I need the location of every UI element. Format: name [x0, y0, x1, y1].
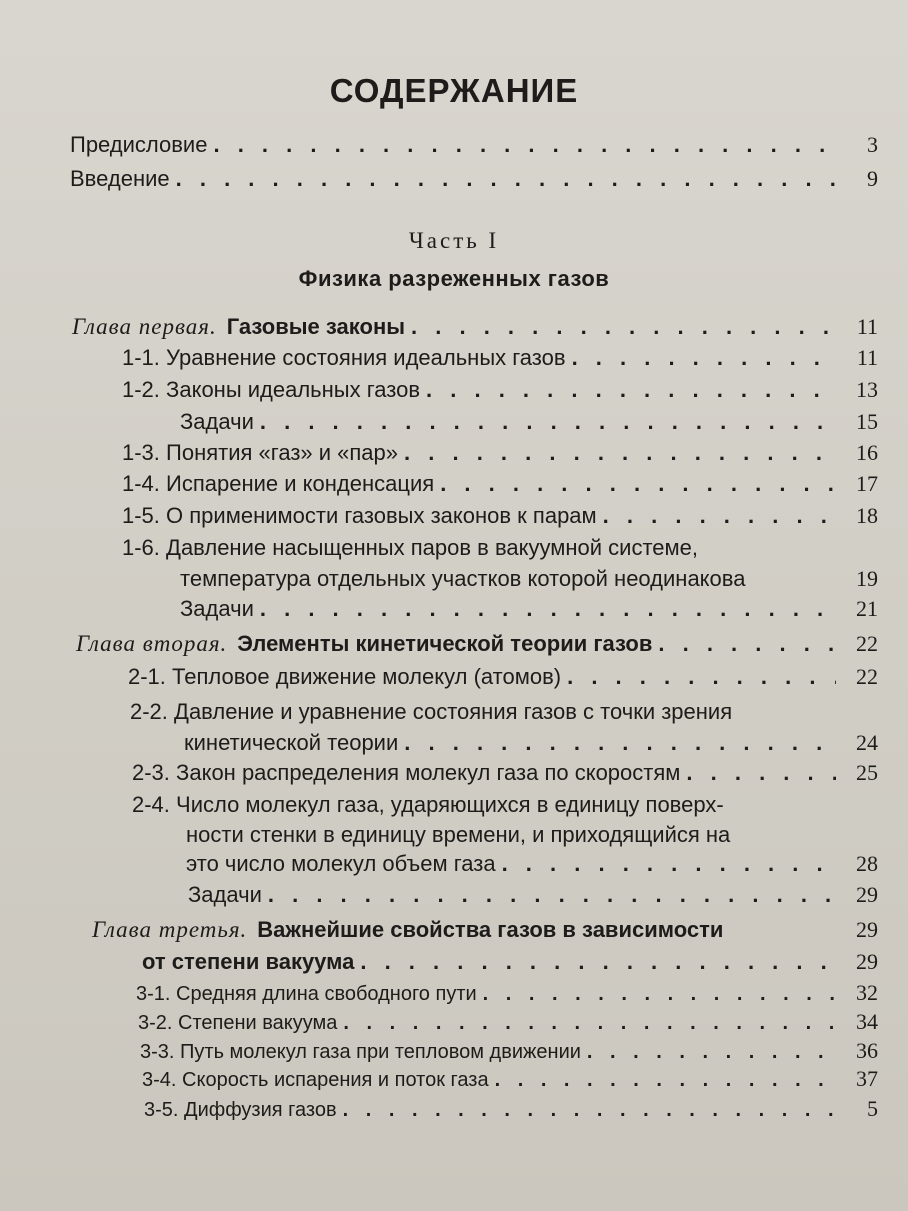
- toc-entry: 3-3. Путь молекул газа при тепловом движении . . . 36: [140, 1038, 878, 1064]
- toc-entry: 1-6. Давление насыщенных паров в вакуумной системе,: [122, 535, 698, 560]
- toc-entry-preface: Предисловие . . . 3: [70, 132, 878, 158]
- chapter-heading: Глава первая. Газовые законы . . . 11: [72, 314, 878, 340]
- toc-entry-introduction: Введение . . . 9: [70, 166, 878, 192]
- toc-entry-tasks: Задачи . . . 15: [180, 409, 878, 435]
- page-title: СОДЕРЖАНИЕ: [329, 72, 579, 109]
- toc-entry: 3-5. Диффузия газов . . . 5: [144, 1096, 878, 1122]
- toc-entry: 3-4. Скорость испарения и поток газа . . . 37: [142, 1066, 878, 1092]
- toc-entry: 1-1. Уравнение состояния идеальных газов . . . 11: [122, 345, 878, 371]
- toc-entry-continuation: ности стенки в единицу времени, и приходящийся на: [186, 822, 731, 847]
- toc-entry-continuation: кинетической теории . . . 24: [184, 730, 878, 756]
- toc-entry: 3-2. Степени вакуума . . . 34: [138, 1009, 878, 1035]
- chapter-heading: Глава вторая. Элементы кинетической теории газов . . . 22: [76, 631, 878, 657]
- toc-entry-continuation: температура отдельных участков которой неодинакова 19: [180, 566, 878, 591]
- toc-entry-tasks: Задачи . . . 29: [188, 882, 878, 908]
- toc-entry: 1-5. О применимости газовых законов к парам . . . 18: [122, 503, 878, 529]
- part-title: Физика разреженных газов: [298, 266, 610, 291]
- toc-entry: 1-3. Понятия «газ» и «пар» . . . 16: [122, 440, 878, 466]
- toc-entry: 1-2. Законы идеальных газов . . . 13: [122, 377, 878, 403]
- toc-entry: 2-1. Тепловое движение молекул (атомов) . . . 22: [128, 664, 878, 690]
- toc-entry: 2-3. Закон распределения молекул газа по скоростям . . . 25: [132, 760, 878, 786]
- toc-entry: 2-4. Число молекул газа, ударяющихся в единицу поверх-: [132, 792, 724, 817]
- toc-entry: 1-4. Испарение и конденсация . . . 17: [122, 471, 878, 497]
- toc-entry-continuation: это число молекул объем газа . . . 28: [186, 851, 878, 877]
- toc-entry: 3-1. Средняя длина свободного пути . . . 32: [136, 980, 878, 1006]
- part-number: Часть I: [408, 228, 500, 253]
- toc-entry-tasks: Задачи . . . 21: [180, 596, 878, 622]
- chapter-heading: Глава третья. Важнейшие свойства газов в зависимости 29: [92, 917, 878, 942]
- toc-entry: 2-2. Давление и уравнение состояния газов с точки зрения: [130, 699, 733, 724]
- chapter-heading-continuation: от степени вакуума . . . 29: [142, 949, 878, 975]
